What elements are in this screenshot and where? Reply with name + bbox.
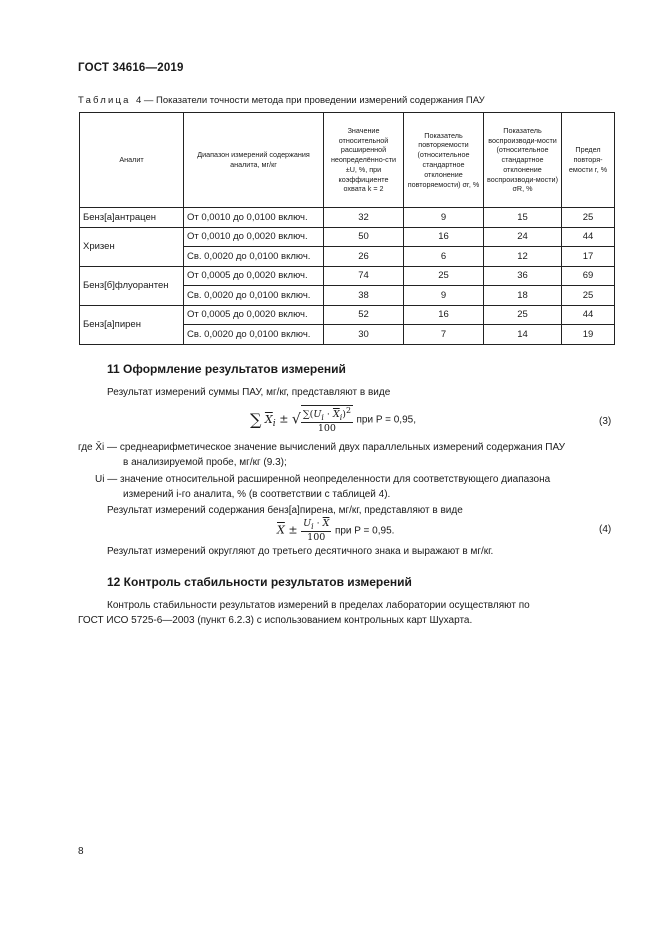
- col-header-limit: Предел повторя-емости r, %: [562, 113, 615, 208]
- cell-reproducibility: 15: [484, 208, 562, 228]
- cell-reproducibility: 25: [484, 305, 562, 325]
- formula-3-condition: при P = 0,95,: [356, 414, 416, 426]
- cell-analyte: Хризен: [80, 227, 184, 266]
- table-row: [80, 305, 615, 325]
- table-row: [80, 266, 615, 286]
- document-id: ГОСТ 34616—2019: [78, 62, 184, 74]
- definition-ui-symbol: Ui —: [95, 474, 118, 485]
- cell-repeatability: 7: [404, 325, 484, 345]
- cell-uncertainty: 30: [324, 325, 404, 345]
- table-caption-number: 4: [135, 95, 142, 106]
- table-row: [80, 208, 615, 228]
- definition-xi-symbol: где X̄i —: [78, 442, 118, 453]
- cell-analyte: Бенз[б]флуорантен: [80, 266, 184, 305]
- table-caption-text: — Показатели точности метода при проведении измерений содержания ПАУ: [143, 95, 485, 106]
- formula-4-number: (4): [599, 524, 612, 535]
- cell-limit: 44: [562, 227, 615, 247]
- col-header-repeatability: Показатель повторяемости (относительное стандартное отклонение повторяемости) σr, %: [404, 113, 484, 208]
- table-caption: [78, 95, 485, 106]
- cell-range: Св. 0,0020 до 0,0100 включ.: [184, 325, 324, 345]
- cell-limit: 25: [562, 208, 615, 228]
- section-11-rounding: Результат измерений округляют до третьего десятичного знака и выражают в мг/кг.: [107, 546, 494, 557]
- section-11-bap: Результат измерений содержания бенз[а]пирена, мг/кг, представляют в виде: [107, 505, 463, 516]
- definition-ui-continued: измерений i-го аналита, % (в соответствии с таблицей 4).: [123, 489, 391, 500]
- definition-xi: [78, 440, 565, 455]
- cell-range: От 0,0010 до 0,0020 включ.: [184, 227, 324, 247]
- cell-reproducibility: 24: [484, 227, 562, 247]
- cell-limit: 44: [562, 305, 615, 325]
- cell-repeatability: 25: [404, 266, 484, 286]
- accuracy-table: [79, 112, 615, 345]
- cell-range: От 0,0005 до 0,0020 включ.: [184, 266, 324, 286]
- cell-repeatability: 16: [404, 305, 484, 325]
- table-row: [80, 227, 615, 247]
- section-11-title: 11 Оформление результатов измерений: [107, 362, 346, 376]
- cell-range: Св. 0,0020 до 0,0100 включ.: [184, 247, 324, 267]
- definition-xi-continued: в анализируемой пробе, мг/кг (9.3);: [123, 457, 287, 468]
- table-header-row: [80, 113, 615, 208]
- cell-range: От 0,0010 до 0,0100 включ.: [184, 208, 324, 228]
- cell-range: Св. 0,0020 до 0,0100 включ.: [184, 286, 324, 306]
- cell-repeatability: 16: [404, 227, 484, 247]
- formula-4: $\overline{X}$ ± $\frac{U_i \cdot \overline{X}}{100}$ при P = 0,95.: [277, 518, 395, 543]
- section-11-intro: Результат измерений суммы ПАУ, мг/кг, представляют в виде: [107, 387, 391, 398]
- cell-analyte: Бенз[а]пирен: [80, 305, 184, 344]
- cell-uncertainty: 38: [324, 286, 404, 306]
- section-12-title: 12 Контроль стабильности результатов измерений: [107, 575, 412, 589]
- section-12-line2: ГОСТ ИСО 5725-6—2003 (пункт 6.2.3) с использованием контрольных карт Шухарта.: [78, 615, 473, 626]
- section-12-line1: Контроль стабильности результатов измерений в пределах лаборатории осуществляют по: [107, 600, 530, 611]
- cell-uncertainty: 32: [324, 208, 404, 228]
- cell-limit: 17: [562, 247, 615, 267]
- cell-reproducibility: 12: [484, 247, 562, 267]
- cell-uncertainty: 52: [324, 305, 404, 325]
- cell-reproducibility: 14: [484, 325, 562, 345]
- col-header-analyte: Аналит: [80, 113, 184, 208]
- page-number: 8: [78, 846, 84, 857]
- cell-uncertainty: 74: [324, 266, 404, 286]
- formula-3-number: (3): [599, 416, 612, 427]
- cell-repeatability: 9: [404, 208, 484, 228]
- cell-analyte: Бенз[а]антрацен: [80, 208, 184, 228]
- col-header-uncertainty: Значение относительной расширенной неопределённо-сти ±U, %, при коэффициенте охвата k = 2: [324, 113, 404, 208]
- table-caption-label: Таблица: [78, 95, 131, 106]
- cell-uncertainty: 50: [324, 227, 404, 247]
- cell-repeatability: 6: [404, 247, 484, 267]
- definition-ui: [95, 472, 550, 487]
- formula-3: ∑ $\overline{X}_i$ ± √ $\frac{\sum(U_i \cdot \overline{X}_i)^2}{100}$ при P = 0,95,: [250, 406, 416, 435]
- definition-ui-text: значение относительной расширенной неопределенности для соответствующего диапазона: [120, 474, 551, 485]
- col-header-range: Диапазон измерений содержания аналита, мг/кг: [184, 113, 324, 208]
- definition-xi-text: среднеарифметическое значение вычислений двух параллельных измерений содержания ПАУ: [119, 442, 566, 453]
- col-header-reproducibility: Показатель воспроизводи-мости (относительное стандартное отклонение воспроизводи-мости) σR, %: [484, 113, 562, 208]
- cell-repeatability: 9: [404, 286, 484, 306]
- cell-uncertainty: 26: [324, 247, 404, 267]
- cell-reproducibility: 36: [484, 266, 562, 286]
- cell-reproducibility: 18: [484, 286, 562, 306]
- cell-limit: 25: [562, 286, 615, 306]
- cell-range: От 0,0005 до 0,0020 включ.: [184, 305, 324, 325]
- formula-4-condition: при P = 0,95.: [334, 525, 395, 537]
- cell-limit: 19: [562, 325, 615, 345]
- cell-limit: 69: [562, 266, 615, 286]
